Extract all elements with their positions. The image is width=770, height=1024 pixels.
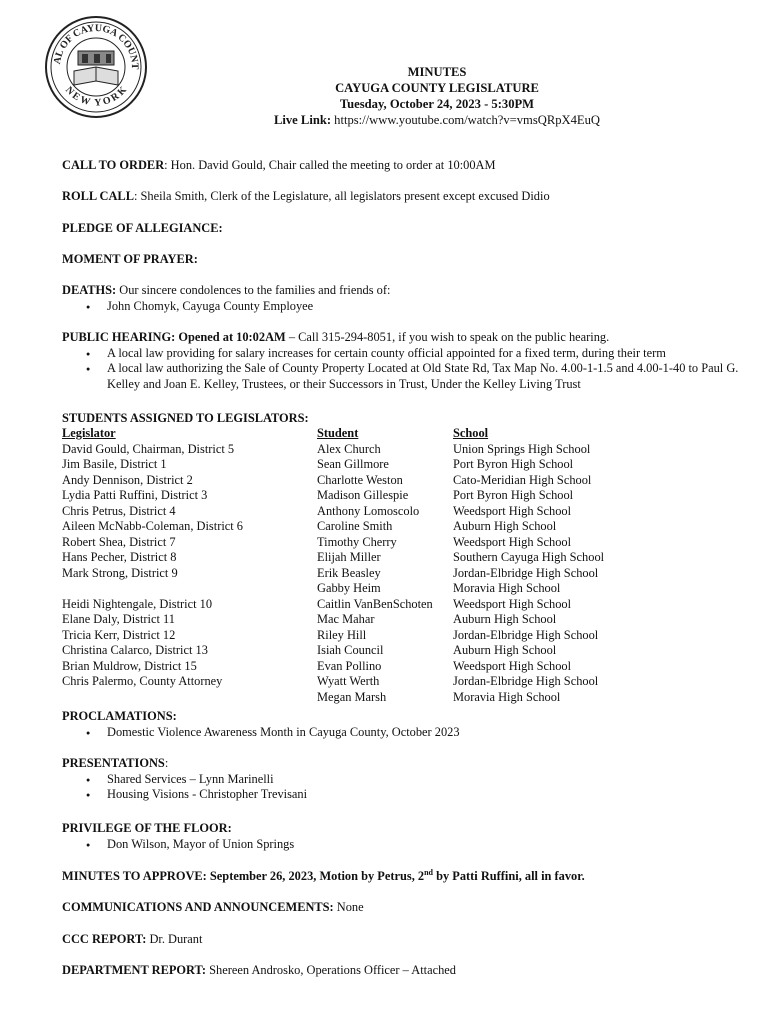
legislator-header: Legislator <box>62 426 116 440</box>
live-link-line <box>262 112 612 128</box>
school-cell: Moravia High School <box>453 581 561 595</box>
school-cell: Auburn High School <box>453 612 557 626</box>
student-cell: Caitlin VanBenSchoten <box>317 596 433 611</box>
list-item: ● Don Wilson, Mayor of Union Springs <box>62 837 742 853</box>
call-to-order <box>62 158 742 174</box>
live-link-label: Live Link: <box>273 113 332 127</box>
legislator-cell: David Gould, Chairman, District 5 <box>62 441 235 456</box>
school-header: School <box>453 426 489 440</box>
students-heading: STUDENTS ASSIGNED TO LEGISLATORS: <box>62 411 309 425</box>
school-cell: Port Byron High School <box>453 488 574 502</box>
legislator-cell: Hans Pecher, District 8 <box>62 550 177 564</box>
student-cell: Elijah Miller <box>317 550 381 564</box>
school-cell: Port Byron High School <box>453 457 574 471</box>
public-hearing-label: PUBLIC HEARING: Opened at 10:02AM <box>62 330 286 344</box>
proclamations-label: PROCLAMATIONS: <box>62 709 177 723</box>
header-title: MINUTES <box>407 65 467 79</box>
list-item: ● A local law providing for salary increases for certain county official appointed for a fixed term, during their term <box>62 346 742 362</box>
legislator-cell: Lydia Patti Ruffini, District 3 <box>62 488 208 502</box>
legislator-column <box>62 426 243 690</box>
legislator-cell: Heidi Nightengale, District 10 <box>62 596 213 611</box>
school-cell: Moravia High School <box>453 689 561 704</box>
student-cell: Charlotte Weston <box>317 472 403 487</box>
public-hearing-section <box>62 330 742 392</box>
header-date: Tuesday, October 24, 2023 - 5:30PM <box>339 97 535 111</box>
public-hearing-text: – Call 315-294-8051, if you wish to speak on the public hearing. <box>285 330 610 344</box>
deaths-text: Our sincere condolences to the families and friends of: <box>116 283 391 297</box>
student-cell: Evan Pollino <box>317 658 382 673</box>
student-column <box>317 426 433 705</box>
legislator-cell: Elane Daly, District 11 <box>62 612 175 626</box>
roll-call-label: ROLL CALL <box>62 189 134 203</box>
student-cell: Riley Hill <box>317 627 367 642</box>
minutes-text-2: by Patti Ruffini, all in favor. <box>433 869 585 883</box>
communications <box>62 900 742 916</box>
legislator-cell: Chris Palermo, County Attorney <box>62 674 223 688</box>
school-cell: Weedsport High School <box>453 503 572 518</box>
legislator-cell: Tricia Kerr, District 12 <box>62 627 176 642</box>
legislator-cell: Aileen McNabb-Coleman, District 6 <box>62 519 243 533</box>
presentations-colon: : <box>164 756 169 770</box>
school-cell: Cato-Meridian High School <box>453 472 592 487</box>
ccc-report-label: CCC REPORT: <box>62 932 147 946</box>
school-cell: Auburn High School <box>453 519 557 533</box>
legislator-cell: Christina Calarco, District 13 <box>62 643 208 657</box>
roll-call <box>62 189 742 205</box>
deaths-section <box>62 283 742 314</box>
list-item: ● Housing Visions - Christopher Trevisani <box>62 787 742 803</box>
privilege-section <box>62 821 742 852</box>
student-cell: Mac Mahar <box>317 612 375 626</box>
minutes-ordinal: nd <box>424 867 433 877</box>
proclamations-section <box>62 709 742 740</box>
prayer-heading: MOMENT OF PRAYER: <box>62 252 198 266</box>
student-cell: Sean Gillmore <box>317 457 389 471</box>
student-header: Student <box>317 426 359 440</box>
deaths-label: DEATHS: <box>62 283 117 297</box>
department-report-text: Shereen Androsko, Operations Officer – Attached <box>206 963 456 977</box>
legislator-cell: Jim Basile, District 1 <box>62 457 167 471</box>
legislator-cell: Robert Shea, District 7 <box>62 534 176 549</box>
student-cell: Wyatt Werth <box>317 674 380 688</box>
ccc-report-text: Dr. Durant <box>146 932 203 946</box>
ccc-report <box>62 932 742 948</box>
student-cell: Anthony Lomoscolo <box>317 503 420 518</box>
pledge-heading: PLEDGE OF ALLEGIANCE: <box>62 221 223 235</box>
call-to-order-text: : Hon. David Gould, Chair called the meeting to order at 10:00AM <box>164 158 496 172</box>
student-cell: Megan Marsh <box>317 689 387 704</box>
school-cell: Union Springs High School <box>453 441 591 456</box>
department-report-label: DEPARTMENT REPORT: <box>62 963 207 977</box>
school-cell: Auburn High School <box>453 643 557 657</box>
seal-bottom-text: NEW YORK <box>62 84 129 109</box>
list-item: ● Domestic Violence Awareness Month in Cayuga County, October 2023 <box>62 725 742 741</box>
school-cell: Weedsport High School <box>453 534 572 549</box>
school-cell: Southern Cayuga High School <box>453 550 605 564</box>
county-seal <box>44 15 148 119</box>
seal-top-text: AL OF CAYUGA COUNT <box>52 22 141 70</box>
live-link-url[interactable]: https://www.youtube.com/watch?v=vmsQRpX4EuQ <box>331 113 601 127</box>
school-column <box>453 426 604 705</box>
call-to-order-label: CALL TO ORDER <box>62 158 165 172</box>
student-cell: Caroline Smith <box>317 519 393 533</box>
presentations-label: PRESENTATIONS <box>62 756 165 770</box>
list-item: ● Shared Services – Lynn Marinelli <box>62 772 742 788</box>
student-cell: Isiah Council <box>317 643 384 657</box>
communications-text: None <box>333 900 364 914</box>
school-cell: Weedsport High School <box>453 658 572 673</box>
student-cell: Gabby Heim <box>317 581 381 595</box>
communications-label: COMMUNICATIONS AND ANNOUNCEMENTS: <box>62 900 334 914</box>
department-report <box>62 963 742 979</box>
roll-call-text: : Sheila Smith, Clerk of the Legislature, all legislators present except excused Didio <box>133 189 550 203</box>
student-cell: Timothy Cherry <box>317 534 397 549</box>
legislator-cell <box>62 581 243 597</box>
header-organization: CAYUGA COUNTY LEGISLATURE <box>335 81 539 95</box>
privilege-label: PRIVILEGE OF THE FLOOR: <box>62 821 232 835</box>
student-cell: Alex Church <box>317 441 381 456</box>
minutes-to-approve <box>62 869 742 885</box>
legislator-cell: Chris Petrus, District 4 <box>62 503 176 518</box>
school-cell: Jordan-Elbridge High School <box>453 627 599 642</box>
legislator-cell: Mark Strong, District 9 <box>62 565 178 580</box>
document-header <box>262 64 612 128</box>
list-item: ● A local law authorizing the Sale of County Property Located at Old State Rd, Tax Map No. 4.00-1-1.5 and 4.00-1-40 to Paul G. Kelley and Joan E. Kelley, Trustees, or their Successors in Trust, Under the Kelley Living Trust <box>62 361 742 392</box>
presentations-section <box>62 756 742 803</box>
legislator-cell: Brian Muldrow, District 15 <box>62 658 197 673</box>
student-cell: Madison Gillespie <box>317 488 409 502</box>
student-cell: Erik Beasley <box>317 565 381 580</box>
minutes-text-1: MINUTES TO APPROVE: September 26, 2023, Motion by Petrus, 2 <box>62 869 425 883</box>
list-item: ● John Chomyk, Cayuga County Employee <box>62 299 742 315</box>
legislator-cell: Andy Dennison, District 2 <box>62 472 193 487</box>
school-cell: Weedsport High School <box>453 596 572 611</box>
school-cell: Jordan-Elbridge High School <box>453 565 599 580</box>
school-cell: Jordan-Elbridge High School <box>453 674 599 688</box>
